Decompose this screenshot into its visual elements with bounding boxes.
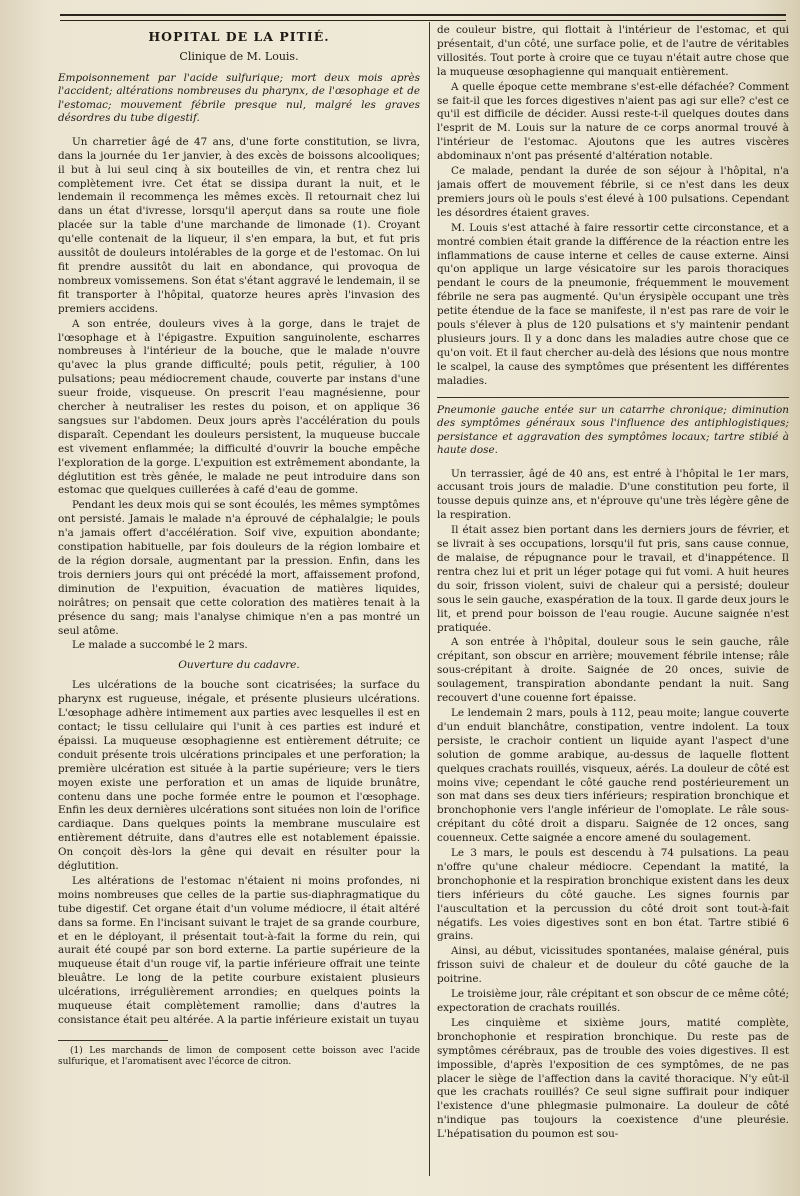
- case1-paragraph: Un charretier âgé de 47 ans, d'une forte constitution, se livra, dans la journée du 1er janvier, à des excès de boissons alcooliques; il but à lui seul cinq à six bouteilles de vin, et rentra chez lui complètement ivre. Cet état se dissipa durant la nuit, et le lendemain il recommença les mêmes excès. Il retournait chez lui dans un état d'ivresse, lorsqu'il aperçut dans sa route une fiole placée sur la table d'une marchande de limonade (1). Croyant qu'elle contenait de la liqueur, il s'en empara, la but, et fut pris aussitôt de douleurs intolérables de la gorge et de l'estomac. On lui fit prendre aussitôt du lait en abondance, qui provoqua de nombreux vomissemens. Son état s'étant aggravé le lendemain, il se fit transporter à l'hôpital, quatorze heures après l'invasion des premiers accidens.: [58, 135, 420, 315]
- case1-title: Empoisonnement par l'acide sulfurique; mort deux mois après l'accident; altérations nombreuses du pharynx, de l'œsophage et de l'estomac; mouvement fébrile presque nul, malgré les graves désordres du tube digestif.: [58, 71, 420, 125]
- case2-paragraph: Il était assez bien portant dans les derniers jours de février, et se livrait à ses occupations, lorsqu'il fut pris, sans cause connue, de malaise, de répugnance pour le travail, et d'inappétence. Il rentra chez lui et prit un léger potage qui fut vomi. A huit heures du soir, frisson violent, suivi de chaleur qui a persisté; douleur sous le sein gauche, exaspération de la toux. Il garde deux jours le lit, et prend pour boisson de l'eau rougie. Aucune saignée n'est pratiquée.: [437, 524, 789, 634]
- case1-paragraph: de couleur bistre, qui flottait à l'intérieur de l'estomac, et qui présentait, d'un côté, une surface polie, et de l'autre de véritables villosités. Tout porte à croire que ce tuyau n'était autre chose que la muqueuse œsophagienne qui manquait entièrement.: [437, 24, 789, 78]
- case1-paragraph: A son entrée, douleurs vives à la gorge, dans le trajet de l'œsophage et à l'épigastre. Expuition sanguinolente, escharres nombreuses à l'intérieur de la bouche, que le malade n'ouvre qu'avec la plus grande difficulté; pouls petit, régulier, à 100 pulsations; peau médiocrement chaude, couverte par instans d'une sueur froide, visqueuse. On prescrit l'eau magnésienne, pour chercher à neutraliser les restes du poison, et on applique 36 sangsues sur l'abdomen. Deux jours après l'accélération du pouls disparaît. Cependant les douleurs persistent, la muqueuse buccale est vivement enflammée; la difficulté d'ouvrir la bouche empêche l'exploration de la gorge. L'expuition est extrêmement abondante, la déglutition est très gênée, le malade ne peut introduire dans son estomac que quelques cuillerées à café d'eau de gomme.: [58, 317, 420, 497]
- case1-paragraph: Ce malade, pendant la durée de son séjour à l'hôpital, n'a jamais offert de mouvement fébrile, si ce n'est dans les deux premiers jours où le pouls s'est élevé à 100 pulsations. Cependant les désordres étaient graves.: [437, 165, 789, 219]
- case2-paragraph: Le lendemain 2 mars, pouls à 112, peau moite; langue couverte d'un enduit blanchâtre, constipation, ventre indolent. La toux persiste, le crachoir contient un liquide ayant l'aspect d'une solution de gomme arabique, au-dessus de laquelle flottent quelques crachats rouillés, visqueux, aérés. La douleur de côté est moins vive; cependant le côté gauche rend postérieurement un son mat dans ses deux tiers inférieurs; respiration bronchique et bronchophonie vers l'angle inférieur de l'omoplate. Le râle sous-crépitant du côté droit a disparu. Saignée de 12 onces, sang couenneux. Cette saignée a encore amené du soulagement.: [437, 706, 789, 845]
- right-column: [437, 24, 789, 1184]
- autopsy-paragraph: Les altérations de l'estomac n'étaient ni moins profondes, ni moins nombreuses que celles de la partie sus-diaphragmatique du tube digestif. Cet organe était d'un volume médiocre, il était altéré dans sa forme. En l'incisant suivant le trajet de sa grande courbure, et en le déployant, il présentait tout-à-fait la forme du rein, qui aurait été coupé par son bord externe. La partie supérieure de la muqueuse était d'un rouge vif, la partie inférieure offrait une teinte bleuâtre. Le long de la petite courbure existaient plusieurs ulcérations, irrégulièrement arrondies; en quelques points la muqueuse était complètement ramollie; dans d'autres la consistance était peu altérée. A la partie inférieure existait un tuyau: [58, 874, 420, 1026]
- case2-paragraph: Ainsi, au début, vicissitudes spontanées, malaise général, puis frisson suivi de chaleur et de douleur du côté gauche de la poitrine.: [437, 945, 789, 986]
- case2-paragraph: Le 3 mars, le pouls est descendu à 74 pulsations. La peau n'offre qu'une chaleur médiocre. Cependant la matité, la bronchophonie et la respiration bronchique existent dans les deux tiers inférieurs du côté gauche. Les signes fournis par l'auscultation et la percussion du côté droit sont tout-à-fait négatifs. Les voies digestives sont en bon état. Tartre stibié 6 grains.: [437, 847, 789, 943]
- top-rule: [60, 14, 786, 21]
- case1-paragraph: A quelle époque cette membrane s'est-elle défachée? Comment se fait-il que les forces digestives n'aient pas agi sur elle? c'est ce qu'il est difficile de décider. Aussi reste-t-il quelques doutes dans l'esprit de M. Louis sur la nature de ce corps anormal trouvé à l'intérieur de l'estomac. Ajoutons que les autres viscères abdominaux n'ont pas présenté d'altération notable.: [437, 80, 789, 163]
- case1-paragraph: M. Louis s'est attaché à faire ressortir cette circonstance, et a montré combien était grande la différence de la réaction entre les inflammations de cause interne et celles de cause externe. Ainsi qu'on applique un large vésicatoire sur les parois thoraciques pendant le cours de la pneumonie, fréquemment le mouvement fébrile ne sera pas augmenté. Qu'un érysipèle occupant une très petite étendue de la face se manifeste, il n'est pas rare de voir le pouls s'élever à plus de 120 pulsations et s'y maintenir pendant plusieurs jours. Il y a donc dans les maladies autre chose que ce qu'on voit. Et il faut chercher au-delà des lésions que nous montre le scalpel, la cause des symptômes que présentent les différentes maladies.: [437, 221, 789, 387]
- footnote: (1) Les marchands de limon de composent cette boisson avec l'acide sulfurique, et l'aromatisent avec l'écorce de citron.: [58, 1045, 420, 1068]
- hospital-heading: HOPITAL DE LA PITIÉ.: [148, 29, 330, 44]
- autopsy-heading-text: Ouverture du cadavre.: [178, 659, 300, 672]
- case1-paragraph: Le malade a succombé le 2 mars.: [72, 639, 248, 652]
- autopsy-heading: [58, 659, 420, 673]
- case2-paragraph: Le troisième jour, râle crépitant et son obscur de ce même côté; expectoration de crachats rouillés.: [437, 988, 789, 1014]
- case2-title: Pneumonie gauche entée sur un catarrhe chronique; diminution des symptômes généraux sous l'influence des antiphlogistiques; persistance et aggravation des symptômes locaux; tartre stibié à haute dose.: [437, 397, 789, 458]
- left-column: [58, 24, 420, 1179]
- case2-paragraph: Les cinquième et sixième jours, matité complète, bronchophonie et respiration bronchique. Du reste pas de symptômes cérébraux, pas de trouble des voies digestives. Il est impossible, d'après l'exposition de ces symptômes, de ne pas placer le siège de l'affection dans la cavité thoracique. N'y eût-il que les crachats rouillés? Ce seul signe suffirait pour indiquer l'existence d'une phlegmasie pulmonaire. La douleur de côté n'indique pas toujours la coexistence d'une pleurésie. L'hépatisation du poumon est sou-: [437, 1016, 789, 1141]
- clinic-heading: Clinique de M. Louis.: [179, 49, 299, 63]
- case1-paragraph: Pendant les deux mois qui se sont écoulés, les mêmes symptômes ont persisté. Jamais le malade n'a éprouvé de céphalalgie; le pouls n'a jamais offert d'accélération. Soif vive, expuition abondante; constipation habituelle, par fois douleurs de la région lombaire et de la région dorsale, augmentant par la pression. Enfin, dans les trois derniers jours qui ont précédé la mort, affaissement profond, diminution de l'expuition, évacuation de matières liquides, noirâtres; on pensait que cette coloration des matières tenait à la présence du sang; mais l'analyse chimique n'en a pas montré un seul atôme.: [58, 499, 420, 637]
- autopsy-paragraph: Les ulcérations de la bouche sont cicatrisées; la surface du pharynx est rugueuse, inégale, et présente plusieurs ulcérations. L'œsophage adhère intimement aux parties avec lesquelles il est en contact; le tissu cellulaire qui l'unit à ces parties est induré et épaissi. La muqueuse œsophagienne est entièrement détruite; ce conduit présente trois ulcérations principales et une perforation; la première ulcération est située à la partie supérieure; vers le tiers moyen existe une perforation et un amas de liquide brunâtre, contenu dans une poche formée entre le poumon et l'œsophage. Enfin les deux dernières ulcérations sont situées non loin de l'orifice cardiaque. Dans quelques points la membrane musculaire est entièrement détruite, dans d'autres elle est notablement épaissie. On conçoit dès-lors la gêne qui devait en résulter pour la déglutition.: [58, 679, 420, 873]
- column-divider: [429, 22, 430, 1176]
- case2-paragraph: A son entrée à l'hôpital, douleur sous le sein gauche, râle crépitant, son obscur en arrière; mouvement fébrile intense; râle sous-crépitant à droite. Saignée de 20 onces, suivie de soulagement, transpiration abondante pendant la nuit. Sang recouvert d'une couenne fort épaisse.: [437, 636, 789, 705]
- footnote-rule: [58, 1040, 168, 1041]
- case2-paragraph: Un terrassier, âgé de 40 ans, est entré à l'hôpital le 1er mars, accusant trois jours de maladie. D'une constitution peu forte, il tousse depuis quinze ans, et n'éprouve qu'une très légère gêne de la respiration.: [437, 467, 789, 522]
